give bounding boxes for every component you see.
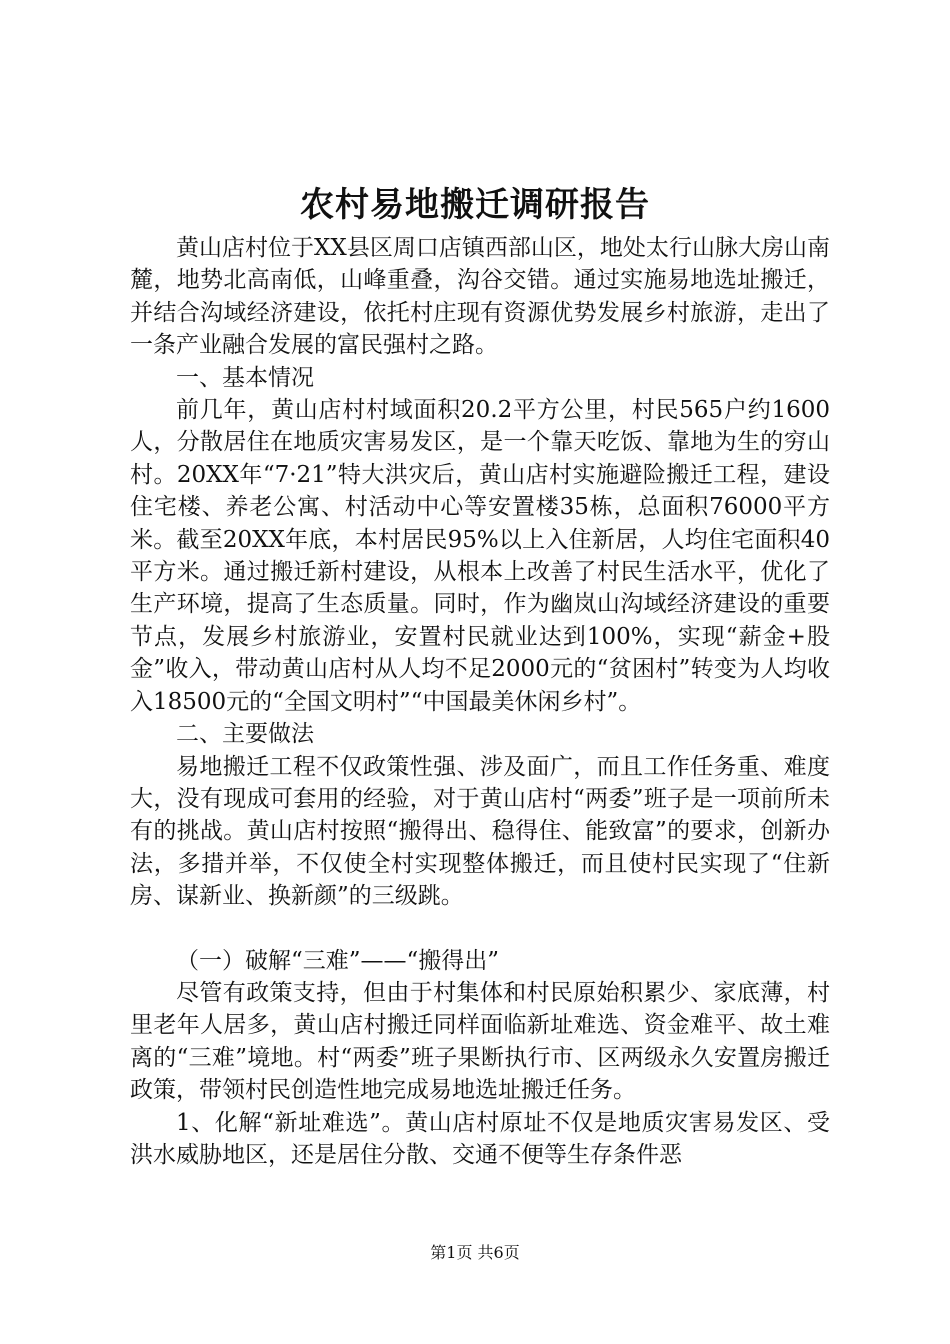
document-body xyxy=(130,232,830,1171)
document-title: 农村易地搬迁调研报告 xyxy=(300,185,650,225)
intro-paragraph: 黄山店村位于XX县区周口店镇西部山区，地处太行山脉大房山南麓，地势北高南低，山峰重叠，沟谷交错。通过实施易地选址搬迁，并结合沟域经济建设，依托村庄现有资源优势发展乡村旅游，走出了一条产业融合发展的富民强村之路。 xyxy=(130,235,830,359)
page-number-footer: 第1页 共6页 xyxy=(430,1243,520,1262)
three-difficulties-paragraph: 尽管有政策支持，但由于村集体和村民原始积累少、家底薄，村里老年人居多，黄山店村搬迁同样面临新址难选、资金难平、故土难离的“三难”境地。村“两委”班子果断执行市、区两级永久安置房搬迁政策，带领村民创造性地完成易地选址搬迁任务。 xyxy=(130,979,830,1104)
new-site-paragraph: 1、化解“新址难选”。黄山店村原址不仅是地质灾害易发区、受洪水威胁地区，还是居住分散、交通不便等生存条件恶 xyxy=(130,1109,830,1168)
paragraph-gap xyxy=(130,913,830,945)
subsection-heading-1: （一）破解“三难”——“搬得出” xyxy=(176,947,500,974)
methods-paragraph: 易地搬迁工程不仅政策性强、涉及面广，而且工作任务重、难度大，没有现成可套用的经验，对于黄山店村“两委”班子是一项前所未有的挑战。黄山店村按照“搬得出、稳得住、能致富”的要求，创新办法，多措并举，不仅使全村实现整体搬迁，而且使村民实现了“住新房、谋新业、换新颜”的三级跳。 xyxy=(130,753,830,910)
basic-situation-paragraph: 前几年，黄山店村村域面积20.2平方公里，村民565户约1600人，分散居住在地质灾害易发区，是一个靠天吃饭、靠地为生的穷山村。20XX年“7·21”特大洪灾后，黄山店村实施避险搬迁工程，建设住宅楼、养老公寓、村活动中心等安置楼35栋，总面积76000平方米。截至20XX年底，本村居民95%以上入住新居，人均住宅面积40平方米。通过搬迁新村建设，从根本上改善了村民生活水平，优化了生产环境，提高了生态质量。同时，作为幽岚山沟域经济建设的重要节点，发展乡村旅游业，安置村民就业达到100%，实现“薪金+股金”收入，带动黄山店村从人均不足2000元的“贫困村”转变为人均收入18500元的“全国文明村”“中国最美休闲乡村”。 xyxy=(130,397,830,715)
section-heading-basic: 一、基本情况 xyxy=(176,364,314,391)
section-heading-methods: 二、主要做法 xyxy=(176,721,314,748)
